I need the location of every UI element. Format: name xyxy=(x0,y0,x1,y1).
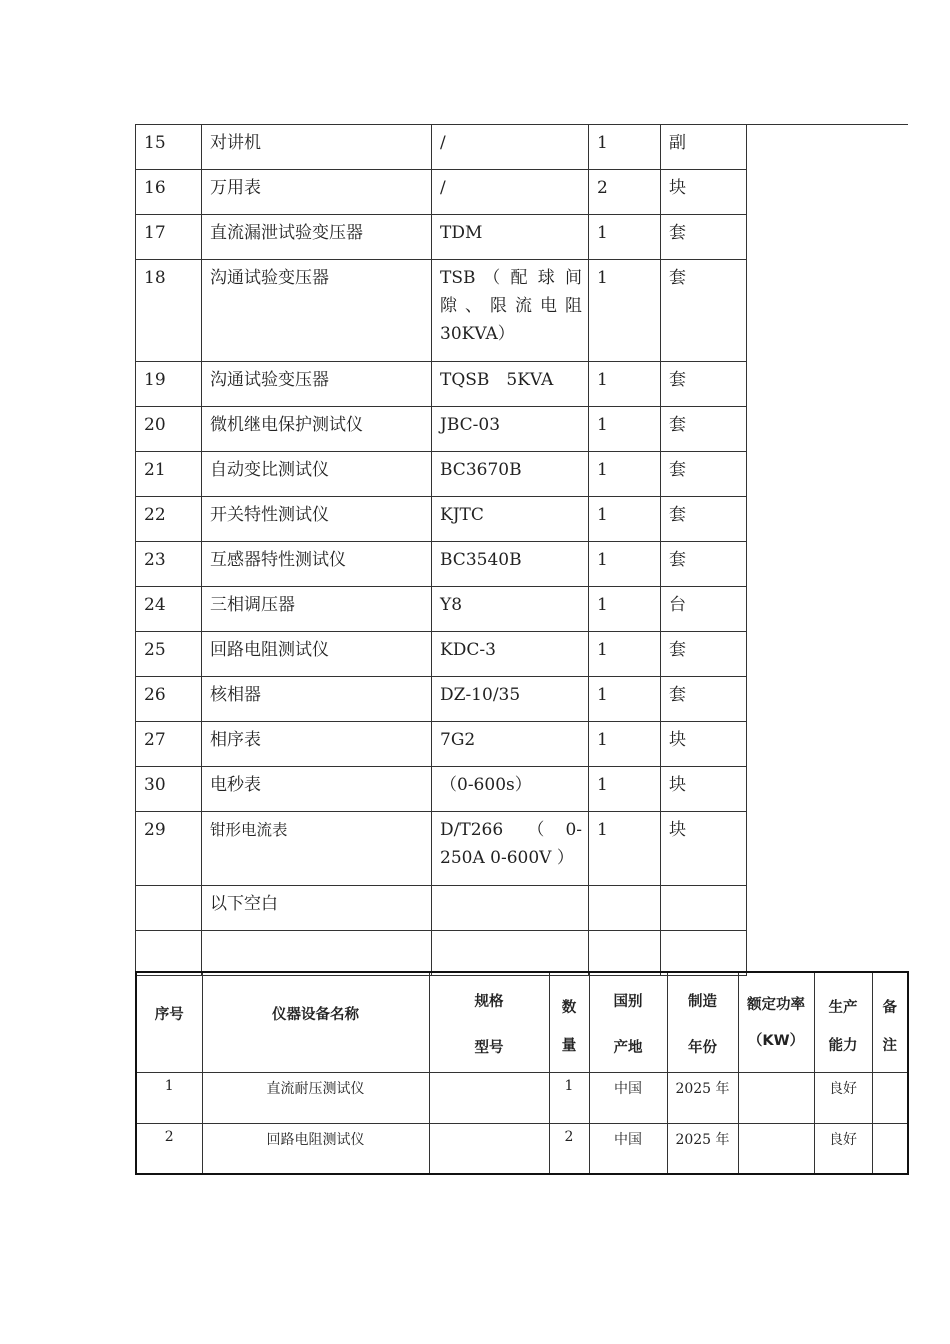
equipment-unit: 副 xyxy=(661,125,747,170)
equipment-spec: KJTC xyxy=(432,497,589,542)
instrument-header-row xyxy=(136,972,908,1072)
equipment-no: 27 xyxy=(136,722,202,767)
equipment-name: 核相器 xyxy=(202,677,432,722)
equipment-name: 直流漏泄试验变压器 xyxy=(202,215,432,260)
equipment-row xyxy=(136,497,747,542)
equipment-qty: 1 xyxy=(589,767,661,812)
header-year: 制造 年份 xyxy=(667,972,738,1072)
equipment-qty: 1 xyxy=(589,677,661,722)
equipment-no: 22 xyxy=(136,497,202,542)
equipment-unit: 套 xyxy=(661,542,747,587)
equipment-qty: 2 xyxy=(589,170,661,215)
equipment-row xyxy=(136,125,747,170)
equipment-name: 开关特性测试仪 xyxy=(202,497,432,542)
instrument-year: 2025 年 xyxy=(667,1123,738,1174)
instrument-seq: 2 xyxy=(136,1123,202,1174)
equipment-unit: 套 xyxy=(661,260,747,362)
equipment-unit xyxy=(661,931,747,976)
equipment-unit: 块 xyxy=(661,170,747,215)
equipment-spec: TQSB 5KVA xyxy=(432,362,589,407)
equipment-no: 25 xyxy=(136,632,202,677)
instrument-note xyxy=(872,1123,908,1174)
instrument-seq: 1 xyxy=(136,1072,202,1123)
equipment-qty: 1 xyxy=(589,722,661,767)
equipment-no: 20 xyxy=(136,407,202,452)
equipment-row xyxy=(136,767,747,812)
equipment-name xyxy=(202,931,432,976)
equipment-row xyxy=(136,931,747,976)
equipment-name: 沟通试验变压器 xyxy=(202,362,432,407)
instrument-spec xyxy=(429,1072,549,1123)
equipment-no: 26 xyxy=(136,677,202,722)
equipment-no: 21 xyxy=(136,452,202,497)
equipment-no: 17 xyxy=(136,215,202,260)
equipment-qty: 1 xyxy=(589,215,661,260)
equipment-spec: DZ-10/35 xyxy=(432,677,589,722)
instrument-name: 回路电阻测试仪 xyxy=(202,1123,429,1174)
equipment-name: 钳形电流表 xyxy=(202,812,432,886)
instrument-row xyxy=(136,1072,908,1123)
equipment-name: 以下空白 xyxy=(202,886,432,931)
equipment-row xyxy=(136,170,747,215)
instrument-table xyxy=(135,971,909,1175)
instrument-name: 直流耐压测试仪 xyxy=(202,1072,429,1123)
instrument-capacity: 良好 xyxy=(814,1072,872,1123)
equipment-row xyxy=(136,812,747,886)
equipment-spec xyxy=(432,931,589,976)
equipment-spec: TSB （ 配 球 间 隙 、 限 流 电 阻 30KVA） xyxy=(432,260,589,362)
instrument-year: 2025 年 xyxy=(667,1072,738,1123)
equipment-qty: 1 xyxy=(589,632,661,677)
equipment-spec xyxy=(432,886,589,931)
equipment-name: 对讲机 xyxy=(202,125,432,170)
header-name: 仪器设备名称 xyxy=(202,972,429,1072)
instrument-qty: 1 xyxy=(549,1072,589,1123)
equipment-qty: 1 xyxy=(589,452,661,497)
equipment-list-table xyxy=(135,124,747,976)
equipment-name: 万用表 xyxy=(202,170,432,215)
equipment-unit: 套 xyxy=(661,362,747,407)
equipment-no: 30 xyxy=(136,767,202,812)
equipment-unit: 台 xyxy=(661,587,747,632)
equipment-unit: 块 xyxy=(661,767,747,812)
equipment-no: 23 xyxy=(136,542,202,587)
equipment-name: 沟通试验变压器 xyxy=(202,260,432,362)
instrument-capacity: 良好 xyxy=(814,1123,872,1174)
equipment-unit: 套 xyxy=(661,497,747,542)
equipment-spec: / xyxy=(432,125,589,170)
equipment-no xyxy=(136,886,202,931)
equipment-no: 15 xyxy=(136,125,202,170)
equipment-spec: / xyxy=(432,170,589,215)
equipment-no: 19 xyxy=(136,362,202,407)
equipment-no: 29 xyxy=(136,812,202,886)
equipment-no: 18 xyxy=(136,260,202,362)
instrument-country: 中国 xyxy=(589,1123,667,1174)
equipment-row xyxy=(136,452,747,497)
equipment-spec: （0-600s） xyxy=(432,767,589,812)
header-power: 额定功率（KW） xyxy=(738,972,814,1072)
equipment-qty: 1 xyxy=(589,407,661,452)
equipment-row xyxy=(136,542,747,587)
equipment-row xyxy=(136,587,747,632)
equipment-spec: TDM xyxy=(432,215,589,260)
equipment-qty: 1 xyxy=(589,587,661,632)
equipment-qty: 1 xyxy=(589,362,661,407)
header-qty: 数 量 xyxy=(549,972,589,1072)
equipment-name: 三相调压器 xyxy=(202,587,432,632)
equipment-name: 电秒表 xyxy=(202,767,432,812)
instrument-row xyxy=(136,1123,908,1174)
header-spec: 规格 型号 xyxy=(429,972,549,1072)
equipment-name: 相序表 xyxy=(202,722,432,767)
instrument-power xyxy=(738,1072,814,1123)
equipment-spec: Y8 xyxy=(432,587,589,632)
equipment-name: 回路电阻测试仪 xyxy=(202,632,432,677)
equipment-row xyxy=(136,722,747,767)
equipment-row xyxy=(136,407,747,452)
equipment-unit: 套 xyxy=(661,452,747,497)
equipment-row xyxy=(136,886,747,931)
equipment-name: 自动变比测试仪 xyxy=(202,452,432,497)
equipment-row xyxy=(136,677,747,722)
equipment-row xyxy=(136,260,747,362)
equipment-row xyxy=(136,215,747,260)
equipment-qty: 1 xyxy=(589,497,661,542)
equipment-row xyxy=(136,362,747,407)
equipment-unit xyxy=(661,886,747,931)
instrument-spec xyxy=(429,1123,549,1174)
equipment-qty: 1 xyxy=(589,125,661,170)
equipment-spec: JBC-03 xyxy=(432,407,589,452)
equipment-name: 微机继电保护测试仪 xyxy=(202,407,432,452)
header-seq: 序号 xyxy=(136,972,202,1072)
equipment-no xyxy=(136,931,202,976)
equipment-no: 16 xyxy=(136,170,202,215)
equipment-unit: 块 xyxy=(661,722,747,767)
equipment-unit: 套 xyxy=(661,632,747,677)
equipment-qty: 1 xyxy=(589,260,661,362)
header-country: 国别 产地 xyxy=(589,972,667,1072)
header-capacity: 生产 能力 xyxy=(814,972,872,1072)
header-note: 备 注 xyxy=(872,972,908,1072)
equipment-row xyxy=(136,632,747,677)
instrument-note xyxy=(872,1072,908,1123)
equipment-spec: BC3540B xyxy=(432,542,589,587)
equipment-spec: BC3670B xyxy=(432,452,589,497)
equipment-spec: KDC-3 xyxy=(432,632,589,677)
equipment-qty: 1 xyxy=(589,542,661,587)
equipment-spec: 7G2 xyxy=(432,722,589,767)
instrument-qty: 2 xyxy=(549,1123,589,1174)
equipment-qty xyxy=(589,931,661,976)
equipment-unit: 块 xyxy=(661,812,747,886)
equipment-no: 24 xyxy=(136,587,202,632)
instrument-country: 中国 xyxy=(589,1072,667,1123)
equipment-qty: 1 xyxy=(589,812,661,886)
equipment-unit: 套 xyxy=(661,407,747,452)
equipment-unit: 套 xyxy=(661,677,747,722)
equipment-unit: 套 xyxy=(661,215,747,260)
equipment-name: 互感器特性测试仪 xyxy=(202,542,432,587)
equipment-qty xyxy=(589,886,661,931)
equipment-spec: D/T266 （ 0-250A 0-600V ） xyxy=(432,812,589,886)
instrument-power xyxy=(738,1123,814,1174)
